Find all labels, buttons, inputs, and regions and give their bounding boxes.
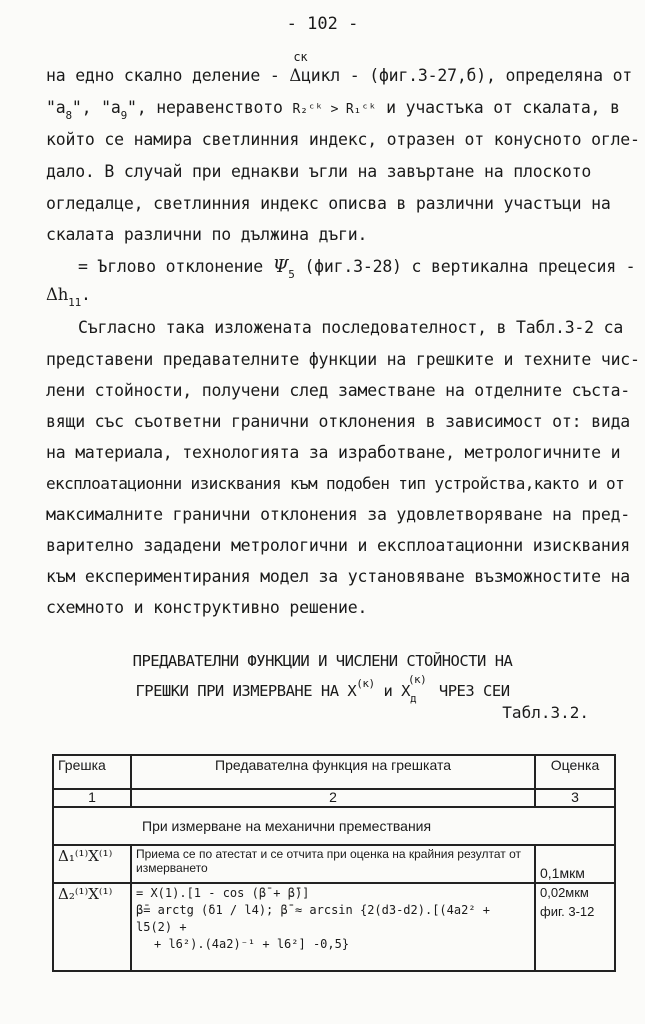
- superscript: ск: [293, 50, 308, 64]
- text-line: на материала, технологията за изработване, метрологичните и: [46, 443, 621, 462]
- text: ", неравенството: [127, 98, 293, 117]
- text: "a: [46, 98, 66, 117]
- text-line: представени предавателните функции на грешките и техните чис-: [46, 350, 640, 369]
- text-line: максималните гранични отклонения за удовлетворяване на пред-: [46, 505, 631, 524]
- formula-line: β̄= arctg (δ1 / l4); β̄̄ ≈ arcsin {2(d3-d2).[(4a2² + l5(2) +: [136, 903, 491, 934]
- text-line: [78, 256, 635, 281]
- text: .: [81, 285, 91, 304]
- subscript: 5: [288, 268, 295, 281]
- formula-line: = Х(1).[1 - cos (β̄ + β̄̄)]: [136, 886, 310, 900]
- header-function: Предавателна функция на грешката: [131, 755, 535, 789]
- text: ЧРЕЗ СЕИ: [430, 682, 510, 700]
- text-line: схемното и конструктивно решение.: [46, 598, 368, 617]
- delta-cycle-symbol: [289, 50, 341, 85]
- figure-reference: фиг. 3-12: [540, 904, 595, 919]
- text: = Ъглово отклонение: [78, 257, 273, 276]
- text-line: експлоатационни изисквания към подобен тип устройства,както и от: [46, 474, 625, 493]
- table-header-row: [53, 755, 615, 789]
- text-line: [46, 98, 620, 122]
- section-title: При измерване на механични премествания: [53, 807, 615, 845]
- estimate-value: 0,02мкм: [540, 885, 589, 900]
- inequality-formula: R₂ᶜᵏ > R₁ᶜᵏ: [292, 102, 377, 117]
- table-title-line2: [0, 673, 645, 705]
- symbol-label: цикл: [301, 66, 341, 85]
- subscript: д: [409, 692, 417, 705]
- psi-symbol: Ψ: [272, 256, 289, 277]
- text-line: дало. В случай при еднакви ъгли на завъртане на плоското: [46, 162, 592, 181]
- estimate-value: 0,1мкм: [535, 845, 615, 883]
- error-table: [52, 754, 616, 972]
- text: и участъка от скалата, в: [376, 98, 620, 117]
- section-row: [53, 807, 615, 845]
- text: (фиг.3-28) с вертикална прецесия -: [294, 257, 636, 276]
- text: - (фиг.3-27,б), определяна от: [340, 66, 633, 85]
- table-label: Табл.3.2.: [502, 703, 589, 722]
- superscript: (к): [356, 677, 375, 690]
- text-line: лени стойности, получени след заместване на отделните съста-: [46, 381, 631, 400]
- page-number: - 102 -: [286, 14, 359, 34]
- formula-line: + l6²).(4a2)⁻¹ + l6²] -0,5}: [154, 937, 350, 951]
- table-row: [53, 883, 615, 971]
- header-error: Грешка: [53, 755, 131, 789]
- estimate-cell: [535, 883, 615, 971]
- delta-symbol: Δh: [46, 285, 69, 304]
- delta-symbol: Δ: [289, 66, 302, 85]
- table-row: [53, 845, 615, 883]
- column-number: 3: [535, 789, 615, 807]
- text-line: [46, 50, 633, 85]
- header-estimate: Оценка: [535, 755, 615, 789]
- text-line: към експериментирания модел за установяване възможностите на: [46, 567, 631, 586]
- subscript: 11: [68, 296, 82, 309]
- column-number: 1: [53, 789, 131, 807]
- subscript: 8: [65, 109, 72, 122]
- text-line: Съгласно така изложената последователност, в Табл.3-2 са: [78, 318, 624, 337]
- text: и Х: [374, 682, 410, 700]
- text-line: варително зададени метрологични и експлоатационни изисквания: [46, 536, 631, 555]
- transfer-function: [131, 883, 535, 971]
- text: ", "a: [71, 98, 121, 117]
- transfer-function: Приема се по атестат и се отчита при оценка на крайния резултат от измерването: [131, 845, 535, 883]
- text: на едно скално деление -: [46, 66, 290, 85]
- column-number: 2: [131, 789, 535, 807]
- text-line: скалата различни по дължина дъги.: [46, 225, 368, 244]
- text-line: [46, 285, 91, 309]
- error-symbol: Δ₁⁽¹⁾Х⁽¹⁾: [53, 845, 131, 883]
- text-line: огледалце, светлинния индекс описва в различни участъци на: [46, 194, 611, 213]
- text-line: вящи със съответни гранични отклонения в зависимост от: вида: [46, 412, 631, 431]
- text: ГРЕШКИ ПРИ ИЗМЕРВАНЕ НА Х: [135, 682, 357, 700]
- text-line: който се намира светлинния индекс, отразен от конусното огле-: [46, 130, 640, 149]
- column-number-row: [53, 789, 615, 807]
- error-symbol: Δ₂⁽¹⁾Х⁽¹⁾: [53, 883, 131, 971]
- superscript: (к): [407, 673, 427, 686]
- subscript: 9: [120, 109, 128, 122]
- table-title-line1: ПРЕДАВАТЕЛНИ ФУНКЦИИ И ЧИСЛЕНИ СТОЙНОСТИ НА: [132, 652, 513, 670]
